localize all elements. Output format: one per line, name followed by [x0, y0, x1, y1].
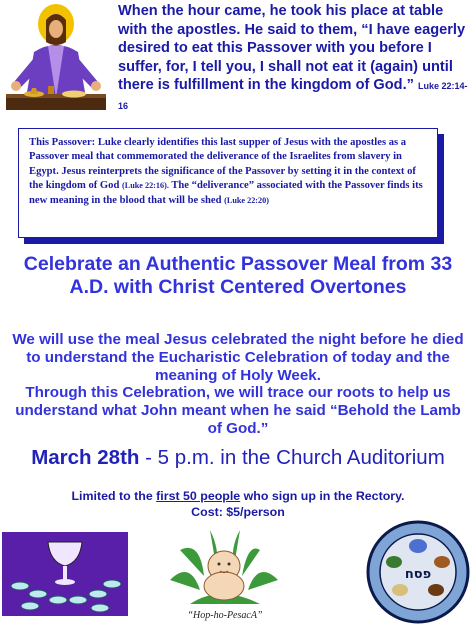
event-date: March 28th [31, 446, 140, 469]
jesus-at-table-illustration [4, 2, 108, 120]
baby-in-basket-illustration [160, 520, 290, 624]
event-description [10, 331, 466, 438]
quote-reference: Luke 22:14-16 [118, 81, 468, 111]
commentary-ref-2: (Luke 22:20) [224, 195, 269, 205]
signup-prefix: Limited to the [71, 489, 153, 503]
quote-text: When the hour came, he took his place at table with the apostles. He said to them, “I have eagerly desired to eat this Passover with you before I suffer, for, I tell you, I shall not eat it (again) until there is fulfillment in the kingdom of God.” [118, 3, 466, 93]
event-details: - 5 p.m. in the Church Auditorium [145, 446, 445, 469]
signup-cost: Cost: $5/person [191, 505, 285, 519]
cups-illustration [0, 528, 130, 618]
commentary-text: This Passover: Luke clearly identifies this last supper of Jesus with the apostles as a Passover meal that commemorated the deliverance of the Israelites from slavery in Egypt. Jesus reinterprets the significance of the Passover by setting it in the context of the kingdom of God [29, 137, 416, 192]
signup-info [10, 488, 466, 520]
description-paragraph-2: Through this Celebration, we will trace our roots to help us understand what John meant when he said “Behold the Lamb of God.” [15, 384, 461, 437]
signup-suffix: who sign up in the Rectory. [243, 489, 405, 503]
scripture-quote [118, 2, 470, 115]
event-headline: Celebrate an Authentic Passover Meal from 33 A.D. with Christ Centered Overtones [23, 253, 453, 298]
commentary-text-2: The “deliverance” associated with the Passover finds its new meaning in the blood that will be shed [29, 180, 423, 206]
commentary-box [18, 128, 438, 238]
signup-highlight: first 50 people [156, 489, 241, 503]
event-date-line [10, 445, 466, 471]
seder-plate-label: פסח [404, 567, 432, 582]
baby-caption: “Hop-ho-PesacA” [187, 610, 263, 621]
seder-plate-illustration [356, 518, 476, 624]
commentary-ref-1: (Luke 22:16). [122, 181, 169, 191]
description-paragraph-1: We will use the meal Jesus celebrated the night before he died to understand the Eucharistic Celebration of today and the meaning of Holy Week. [12, 331, 464, 384]
